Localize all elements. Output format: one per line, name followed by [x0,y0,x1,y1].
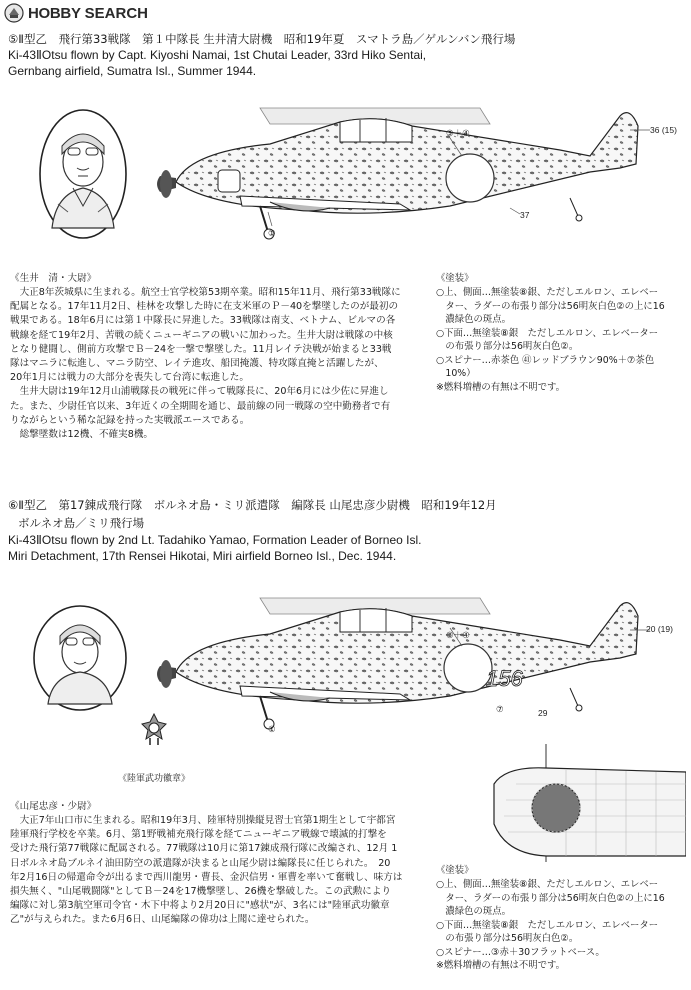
namai-paint-line: ○上、側面…無塗装⑧銀、ただしエルロン、エレベー [436,287,659,298]
yamao-bio-line: 大正7年山口市に生まれる。昭和19年3月、陸軍特別操縦見習士官第1期生として宇都宮 [10,815,396,826]
namai-bio-line: た。また、少尉任官以来、3年近くの全期間を通じ、最前線の同一戦隊の空中勤務者で有 [10,400,391,412]
namai-paint-line: ター、ラダーの布張り部分は56明灰白色②の上に16 [436,300,665,312]
yamao-paint-line: ○スピナー…③赤＋30フラットベース。 [436,946,605,958]
logo-emblem-icon [4,3,24,23]
namai-paint-title: 《塗装》 [436,273,474,284]
namai-paint-line: ○スピナー…赤茶色 ㊶レッドブラウン90%＋⑦茶色 [436,354,655,366]
callout-29: 29 [538,708,548,718]
namai-paint-line: 10%） [436,368,476,379]
section2-header-jp-line1: ⑥Ⅱ型乙 第17錬成飛行隊 ボルネオ島・ミリ派遣隊 編隊長 山尾忠彦少尉機 昭和19年12月 [8,498,497,512]
callout-37: 37 [520,210,530,220]
callout-7: ⑦ [496,704,504,714]
namai-bio-line: 20年1月には戦力の大部分を喪失して台湾に転進した。 [10,372,249,384]
namai-bio-title: 《生井 清・大尉》 [10,273,97,284]
yamao-paint-text [436,878,665,973]
namai-bio-line: 生井大尉は19年12月山浦戦隊長の戦死に伴って戦隊長に、20年6月には少佐に昇進し [10,386,389,398]
namai-paint-line: 濃緑色の斑点。 [436,314,512,325]
yamao-paint-line: 濃緑色の斑点。 [436,906,512,917]
namai-paint-text [436,286,665,394]
yamao-bio-line: 編隊に対し第3航空軍司令官・木下中将より2月20日に"感状"が、3名には"陸軍武功徽章 [10,900,390,912]
yamao-bio-line: 損失無く、"山尾戦闘隊"としてＢ－24を17機撃墜し、26機を撃破した。この武勲により [10,886,392,898]
namai-bio-line: 総撃墜数は12機、不確実8機。 [10,429,154,441]
callout-1: ① [268,228,276,238]
logo-hobby-text: HOBBY [28,4,81,22]
yamao-bio-line: 乙"が与えられた。また6月6日、山尾編隊の偉功は上聞に達せられた。 [10,914,315,926]
portrait-namai-illustration [38,108,128,240]
namai-bio-line: 戦線を経て19年2月、苦戦の続くニューギニアの戦いに加わった。生井大尉は戦隊の中核 [10,329,393,341]
namai-paint-line: ○下面…無塗装⑧銀 ただしエルロン、エレベーター [436,327,659,339]
namai-bio-line: 隊はマニラに転進し、マニラ防空、レイテ進攻、船団掩護、特攻隊直掩と活躍したが、 [10,358,384,370]
yamao-paint-line: ○下面…無塗装⑧銀 ただしエルロン、エレベーター [436,919,659,931]
yamao-paint-line: ○上、側面…無塗装⑧銀、ただしエルロン、エレベー [436,879,659,890]
namai-bio-text [10,286,401,442]
section2-header-en-line1: Ki-43ⅡOtsu flown by 2nd Lt. Tadahiko Yamao, Formation Leader of Borneo Isl. [8,533,422,547]
yamao-bio-line: 受けた飛行第77戦隊に配属される。77戦隊は10月に第17錬成飛行隊に改編され、12月 1 [10,843,398,855]
namai-bio-line: 戦果である。18年6月には第１中隊長に昇進した。33戦隊は南支、ベトナム、ビルマの各 [10,315,396,327]
section1-header-jp: ⑤Ⅱ型乙 飛行第33戦隊 第１中隊長 生井清大尉機 昭和19年夏 スマトラ島／ゲルンバン飛行場 [8,32,516,46]
logo-search-text: SEARCH [84,4,149,22]
callout-1: ① [268,724,276,734]
callout-20: 20 (19) [646,624,673,634]
section1-header-en-line2: Gernbang airfield, Sumatra Isl., Summer 1944. [8,64,257,78]
yamao-paint-title: 《塗装》 [436,865,474,876]
portrait-yamao-illustration [30,604,130,712]
yamao-bio-title: 《山尾忠彦・少尉》 [10,801,97,812]
callout-3-4: ③＋④ [446,128,470,138]
yamao-bio-line: 年2月16日の帰還命令が出るまで西川龍男・曹長、金沢信男・軍曹を率いて奮戦し、味方は [10,871,403,883]
yamao-bio-line: 日ボルネオ島ブルネイ油田防空の派遣隊が決まると山尾少尉は編隊長に任じられた。 20 [10,857,391,869]
callout-36: 36 (15) [650,125,677,135]
yamao-paint-line: ※燃料増槽の有無は不明です。 [436,960,565,971]
wing-underside-detail [486,744,686,862]
medal-caption: 《陸軍武功徽章》 [118,774,191,784]
section1-header-en-line1: Ki-43ⅡOtsu flown by Capt. Kiyoshi Namai, 1st Chutai Leader, 33rd Hiko Sentai, [8,48,427,62]
yamao-bio-line: 陸軍飛行学校を卒業。6月、第1野戦補充飛行隊を経てニューギニア戦線で壊滅的打撃を [10,829,387,841]
namai-bio-line: となり健闘し、側前方攻撃でＢ－24を一撃で撃墜した。11月レイテ決戦が始まると33戦 [10,343,392,355]
aircraft-ki43-yamao-side-view [150,572,690,742]
aircraft-ki43-namai-side-view [150,86,690,256]
tail-number: 156 [486,666,523,691]
namai-bio-line: 配属となる。17年11月2日、桂林を攻撃した時に在支米軍のＰ－40を撃墜したのが最初の [10,301,399,313]
namai-bio-line: 大正8年茨城県に生まれる。航空士官学校第53期卒業。昭和15年11月、飛行第33戦隊に [10,287,401,298]
callout-3-4: ③＋④ [446,630,470,640]
namai-paint-line: の布張り部分は56明灰白色②。 [436,341,579,352]
yamao-bio-text [10,814,402,928]
section2-header-jp-line2: ボルネオ島／ミリ飛行場 [18,516,145,530]
section2-header-en-line2: Miri Detachment, 17th Rensei Hikotai, Miri airfield Borneo Isl., Dec. 1944. [8,549,397,563]
yamao-paint-line: ター、ラダーの布張り部分は56明灰白色②の上に16 [436,892,665,904]
namai-bio-line: りながらという稀な記録を持った実戦派エースである。 [10,414,250,426]
namai-paint-line: ※燃料増槽の有無は不明です。 [436,381,565,393]
yamao-paint-line: の布張り部分は56明灰白色②。 [436,933,579,944]
hobbysearch-logo[interactable] [4,2,148,24]
